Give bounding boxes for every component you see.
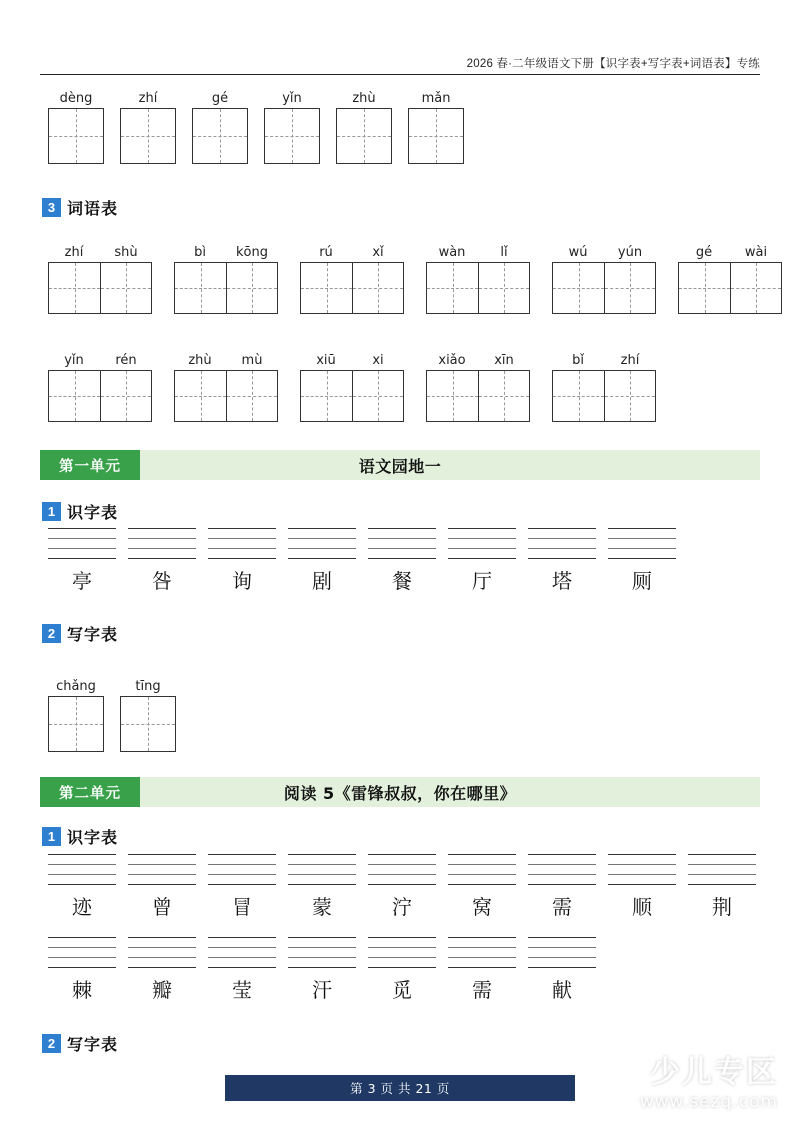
pinyin-label: chǎng (56, 679, 96, 694)
pinyin-label: bì (194, 245, 206, 260)
tianzige-box[interactable] (678, 262, 730, 314)
tianzige-box[interactable] (174, 370, 226, 422)
unit2-shizi-chars-row2 (42, 937, 602, 1003)
hanzi-character: 窝 (472, 895, 492, 919)
pinyin-four-line-staff[interactable] (208, 528, 276, 559)
pinyin-label: xiǎo (438, 353, 466, 368)
pinyin-label: yǐn (282, 91, 302, 106)
tianzige-box[interactable] (408, 108, 464, 164)
pinyin-label: tīng (135, 679, 161, 694)
tianzige-box[interactable] (120, 696, 176, 752)
pinyin-staff-cell (362, 854, 442, 920)
word-row-1 (48, 244, 800, 314)
hanzi-character: 泞 (392, 895, 412, 919)
pinyin-staff-cell (122, 854, 202, 920)
pinyin-label: shù (114, 245, 138, 260)
tianzige-box[interactable] (100, 262, 152, 314)
hanzi-character: 瓣 (152, 978, 172, 1002)
pinyin-label: xīn (494, 353, 514, 368)
hanzi-character: 顺 (632, 895, 652, 919)
pinyin-four-line-staff[interactable] (608, 854, 676, 885)
pinyin-four-line-staff[interactable] (688, 854, 756, 885)
word-cell (48, 352, 152, 422)
pinyin-staff-cell (282, 937, 362, 1003)
pinyin-staff-cell (362, 528, 442, 594)
pinyin-label: zhù (352, 91, 376, 106)
pinyin-four-line-staff[interactable] (48, 937, 116, 968)
word-cell (300, 352, 404, 422)
pinyin-staff-cell (522, 528, 602, 594)
pinyin-label: gé (211, 91, 229, 106)
pinyin-four-line-staff[interactable] (368, 937, 436, 968)
word-cell (678, 244, 782, 314)
hanzi-character: 塔 (552, 569, 572, 593)
tianzige-box[interactable] (478, 370, 530, 422)
pinyin-four-line-staff[interactable] (368, 854, 436, 885)
pinyin-staff-cell (362, 937, 442, 1003)
pinyin-four-line-staff[interactable] (528, 937, 596, 968)
hanzi-character: 厅 (472, 569, 492, 593)
pinyin-label: xǐ (372, 245, 384, 260)
tianzige-box[interactable] (478, 262, 530, 314)
footer-page-indicator: 第 3 页 共 21 页 (225, 1075, 575, 1101)
tianzige-box[interactable] (552, 370, 604, 422)
pinyin-label: rú (319, 245, 333, 260)
hanzi-character: 询 (232, 569, 252, 593)
pinyin-label: lǐ (500, 245, 508, 260)
pinyin-label: rén (115, 353, 137, 368)
watermark-url: www.sezq.com (639, 1092, 778, 1112)
tianzige-box[interactable] (120, 108, 176, 164)
unit2-section-shizibiao (42, 825, 118, 848)
pinyin-label: zhí (138, 91, 158, 106)
pinyin-four-line-staff[interactable] (448, 854, 516, 885)
section-number: 2 (42, 624, 61, 643)
tianzige-box[interactable] (48, 370, 100, 422)
pinyin-four-line-staff[interactable] (128, 937, 196, 968)
tianzige-box[interactable] (100, 370, 152, 422)
pinyin-staff-cell (442, 937, 522, 1003)
unit1-section-xiezibiao (42, 622, 118, 645)
writing-cell (192, 90, 248, 164)
pinyin-label: zhí (620, 353, 640, 368)
word-cell (174, 244, 278, 314)
hanzi-character: 迹 (72, 895, 92, 919)
pinyin-staff-cell (122, 528, 202, 594)
tianzige-box[interactable] (604, 262, 656, 314)
pinyin-label: wàn (438, 245, 466, 260)
hanzi-character: 冒 (232, 895, 252, 919)
tianzige-box[interactable] (300, 262, 352, 314)
tianzige-box[interactable] (48, 108, 104, 164)
pinyin-four-line-staff[interactable] (48, 854, 116, 885)
pinyin-four-line-staff[interactable] (288, 528, 356, 559)
pinyin-staff-cell (602, 854, 682, 920)
section-number: 3 (42, 198, 61, 217)
tianzige-box[interactable] (336, 108, 392, 164)
pinyin-label: zhí (64, 245, 84, 260)
top-single-char-row (48, 90, 480, 164)
hanzi-character: 亭 (72, 569, 92, 593)
tianzige-box[interactable] (352, 370, 404, 422)
pinyin-label: gé (695, 245, 713, 260)
pinyin-label: mǎn (421, 91, 451, 106)
tianzige-box[interactable] (226, 370, 278, 422)
pinyin-four-line-staff[interactable] (208, 854, 276, 885)
hanzi-character: 需 (472, 978, 492, 1002)
section-number: 1 (42, 827, 61, 846)
word-cell (300, 244, 404, 314)
tianzige-box[interactable] (300, 370, 352, 422)
unit1-title: 语文园地一 (358, 456, 442, 476)
pinyin-four-line-staff[interactable] (128, 528, 196, 559)
pinyin-staff-cell (522, 937, 602, 1003)
pinyin-staff-cell (202, 528, 282, 594)
word-cell (552, 352, 656, 422)
pinyin-label: bǐ (572, 353, 584, 368)
hanzi-character: 曾 (152, 895, 172, 919)
tianzige-box[interactable] (352, 262, 404, 314)
writing-cell (120, 90, 176, 164)
pinyin-staff-cell (42, 528, 122, 594)
pinyin-staff-cell (682, 854, 762, 920)
pinyin-four-line-staff[interactable] (608, 528, 676, 559)
tianzige-box[interactable] (226, 262, 278, 314)
pinyin-staff-cell (602, 528, 682, 594)
unit2-shizi-chars-row1 (42, 854, 762, 920)
tianzige-box[interactable] (174, 262, 226, 314)
header-divider (40, 74, 760, 75)
writing-cell (408, 90, 464, 164)
pinyin-four-line-staff[interactable] (288, 854, 356, 885)
pinyin-four-line-staff[interactable] (288, 937, 356, 968)
hanzi-character: 荆 (712, 895, 732, 919)
writing-cell (264, 90, 320, 164)
unit1-shizi-chars (42, 528, 682, 594)
unit1-xiezi-boxes (48, 678, 192, 752)
watermark-brand: 少儿专区 (650, 1055, 778, 1090)
pinyin-label: mù (241, 353, 263, 368)
unit1-section-shizibiao (42, 500, 118, 523)
hanzi-character: 蒙 (312, 895, 332, 919)
hanzi-character: 咎 (152, 569, 172, 593)
pinyin-four-line-staff[interactable] (128, 854, 196, 885)
section-number: 2 (42, 1034, 61, 1053)
hanzi-character: 汗 (312, 978, 332, 1002)
hanzi-character: 需 (552, 895, 572, 919)
pinyin-staff-cell (522, 854, 602, 920)
hanzi-character: 棘 (72, 978, 92, 1002)
unit2-banner (40, 777, 760, 807)
unit2-title: 阅读 5《雷锋叔叔，你在哪里》 (283, 783, 517, 803)
tianzige-box[interactable] (48, 262, 100, 314)
hanzi-character: 餐 (392, 569, 412, 593)
pinyin-four-line-staff[interactable] (208, 937, 276, 968)
section-ciyubiao (42, 196, 118, 219)
pinyin-label: wú (568, 245, 588, 260)
unit1-tag: 第一单元 (40, 450, 140, 480)
section-title: 词语表 (67, 199, 119, 218)
writing-cell (120, 678, 176, 752)
tianzige-box[interactable] (552, 262, 604, 314)
tianzige-box[interactable] (192, 108, 248, 164)
pinyin-staff-cell (42, 937, 122, 1003)
pinyin-label: kōng (236, 245, 268, 260)
pinyin-four-line-staff[interactable] (48, 528, 116, 559)
pinyin-label: dèng (59, 91, 93, 106)
watermark (640, 1055, 778, 1113)
tianzige-box[interactable] (264, 108, 320, 164)
page-header: 2026 春·二年级语文下册【识字表+写字表+词语表】专练 (466, 58, 760, 70)
unit1-banner (40, 450, 760, 480)
pinyin-label: yǐn (64, 353, 84, 368)
section-title: 识字表 (67, 828, 119, 847)
section-title: 写字表 (67, 625, 119, 644)
hanzi-character: 觅 (392, 978, 412, 1002)
pinyin-staff-cell (442, 528, 522, 594)
pinyin-label: wài (744, 245, 768, 260)
pinyin-staff-cell (282, 854, 362, 920)
section-number: 1 (42, 502, 61, 521)
pinyin-staff-cell (122, 937, 202, 1003)
pinyin-label: zhù (188, 353, 212, 368)
pinyin-four-line-staff[interactable] (448, 528, 516, 559)
pinyin-staff-cell (202, 854, 282, 920)
pinyin-four-line-staff[interactable] (528, 854, 596, 885)
section-title: 写字表 (67, 1035, 119, 1054)
unit2-section-xiezibiao (42, 1032, 118, 1055)
writing-cell (48, 678, 104, 752)
unit2-tag: 第二单元 (40, 777, 140, 807)
pinyin-label: xi (372, 353, 384, 368)
tianzige-box[interactable] (604, 370, 656, 422)
tianzige-box[interactable] (730, 262, 782, 314)
word-cell (552, 244, 656, 314)
word-cell (426, 244, 530, 314)
writing-cell (48, 90, 104, 164)
tianzige-box[interactable] (426, 370, 478, 422)
tianzige-box[interactable] (426, 262, 478, 314)
word-row-2 (48, 352, 678, 422)
pinyin-four-line-staff[interactable] (448, 937, 516, 968)
hanzi-character: 莹 (232, 978, 252, 1002)
word-cell (174, 352, 278, 422)
word-cell (48, 244, 152, 314)
pinyin-four-line-staff[interactable] (528, 528, 596, 559)
pinyin-label: xiū (316, 353, 336, 368)
pinyin-label: yún (617, 245, 643, 260)
hanzi-character: 献 (552, 978, 572, 1002)
pinyin-four-line-staff[interactable] (368, 528, 436, 559)
pinyin-staff-cell (202, 937, 282, 1003)
pinyin-staff-cell (442, 854, 522, 920)
pinyin-staff-cell (42, 854, 122, 920)
section-title: 识字表 (67, 503, 119, 522)
hanzi-character: 厕 (632, 569, 652, 593)
word-cell (426, 352, 530, 422)
tianzige-box[interactable] (48, 696, 104, 752)
pinyin-staff-cell (282, 528, 362, 594)
writing-cell (336, 90, 392, 164)
hanzi-character: 剧 (312, 569, 332, 593)
